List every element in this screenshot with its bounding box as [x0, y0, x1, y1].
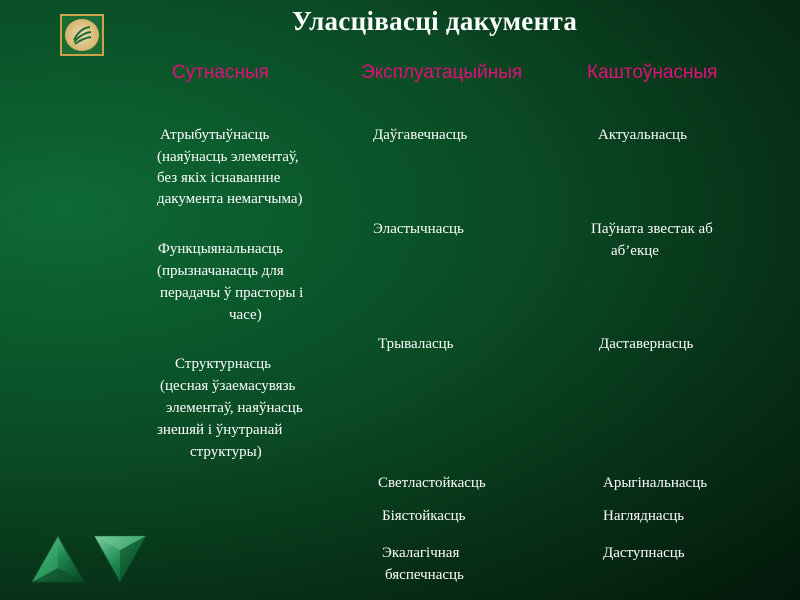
func-line-1: Функцыянальнасць [158, 241, 284, 257]
completeness-line-1: Паўната звестак аб [591, 221, 713, 237]
attr-line-1: Атрыбутыўнасць [160, 127, 270, 143]
prev-slide-button[interactable] [30, 534, 86, 584]
header-operational: Эксплуатацыйныя [361, 62, 523, 83]
struct-line-3: элементаў, наяўнасць [166, 400, 303, 416]
attr-line-3: без якіх існаваннне [157, 170, 281, 186]
triangle-down-icon [92, 534, 148, 584]
accessibility-label: Даступнасць [603, 545, 685, 561]
eco-line-2: бяспечнасць [385, 567, 464, 583]
actuality-label: Актуальнасць [598, 127, 687, 143]
struct-line-1: Структурнасць [175, 356, 272, 372]
originality-label: Арыгінальнасць [603, 475, 708, 491]
func-line-4: часе) [229, 307, 262, 323]
logo-emblem [60, 14, 104, 56]
visibility-label: Нагляднасць [603, 508, 685, 524]
eco-line-1: Экалагічная [382, 545, 460, 561]
elasticity-label: Эластычнасць [373, 221, 464, 237]
attr-line-4: дакумента немагчыма) [157, 191, 303, 207]
struct-line-2: (цесная ўзаемасувязь [160, 378, 296, 394]
completeness-line-2: аб’екце [611, 243, 659, 259]
struct-line-5: структуры) [190, 444, 262, 460]
durability-label: Даўгавечнасць [373, 127, 468, 143]
persistence-label: Трываласць [378, 336, 454, 352]
triangle-up-icon [30, 534, 86, 584]
reliability-label: Даставернасць [599, 336, 694, 352]
attr-line-2: (наяўнасць элементаў, [157, 149, 299, 165]
page-title: Уласцівасці дакумента [292, 6, 578, 36]
header-essential: Сутнасныя [172, 62, 269, 83]
emblem-icon [65, 19, 99, 51]
struct-line-4: знешяй і ўнутранай [157, 422, 283, 438]
lightfast-label: Светластойкасць [378, 475, 486, 491]
func-line-3: перадачы ў прасторы і [160, 285, 304, 301]
header-valuable: Каштоўнасныя [587, 62, 718, 83]
next-slide-button[interactable] [92, 534, 148, 584]
func-line-2: (прызначанасць для [157, 263, 284, 279]
biostable-label: Біястойкасць [382, 508, 466, 524]
